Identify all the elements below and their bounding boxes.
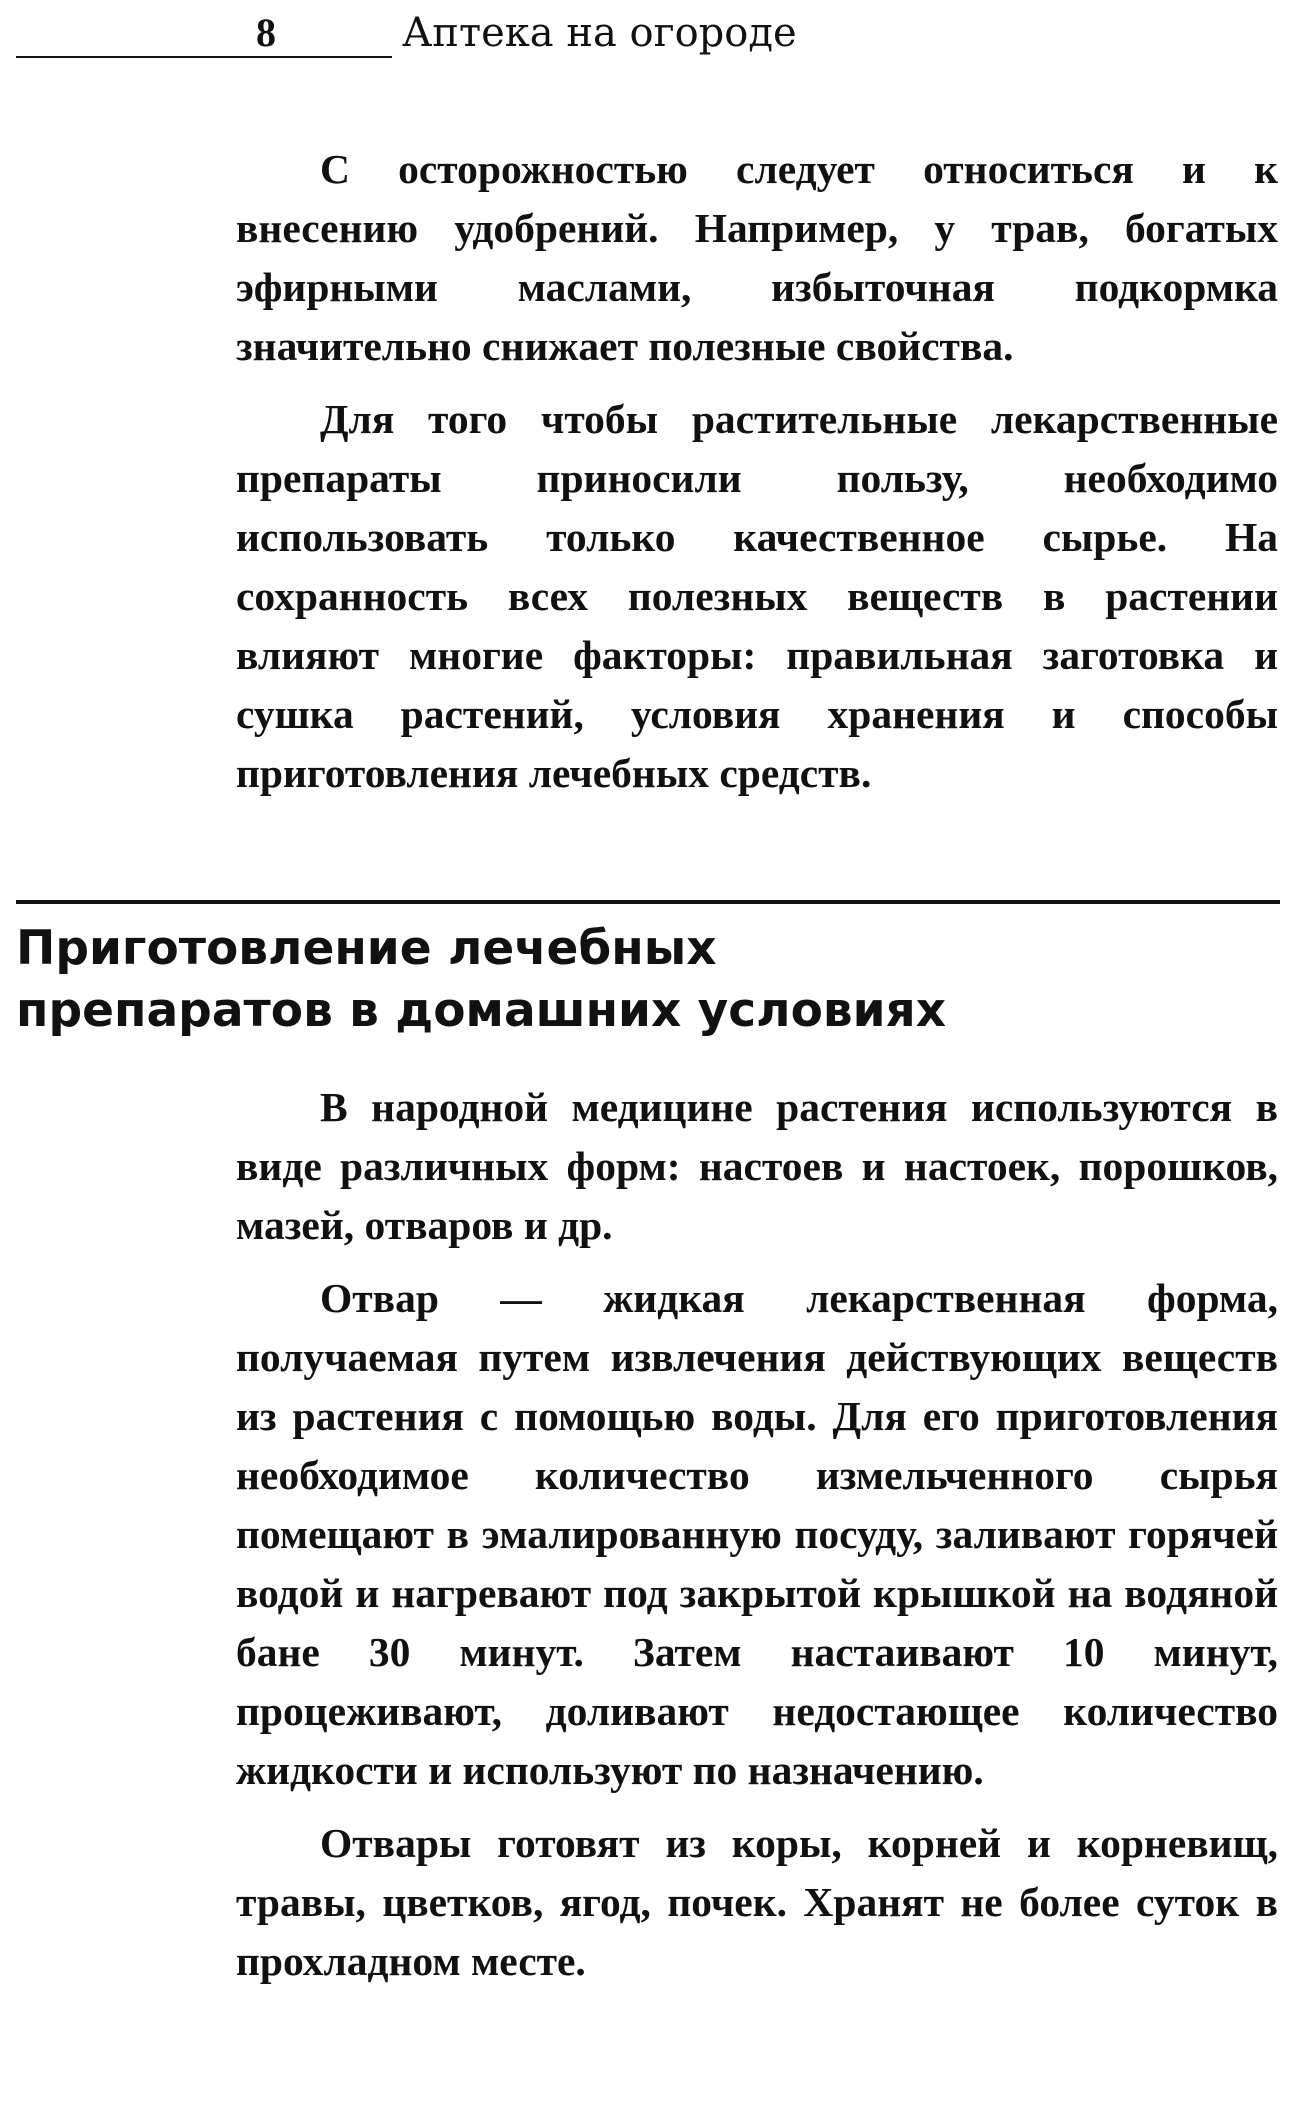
section-paragraph: Отвары готовят из коры, корней и корневищ, травы, цветков, ягод, почек. Хранят не более суток в прохладном месте.	[236, 1820, 1278, 1984]
section-heading-line: препаратов в домашних условиях	[16, 983, 947, 1038]
header-rule	[16, 56, 392, 58]
section-heading-line: Приготовление лечебных	[16, 921, 717, 976]
intro-paragraph: С осторожностью следует относиться и к внесению удобрений. Например, у трав, богатых эфирными маслами, избыточная подкормка значительно снижает полезные свойства.	[236, 146, 1278, 369]
intro-text	[236, 140, 1278, 817]
section-paragraph: В народной медицине растения используются в виде различных форм: настоев и настоек, порошков, мазей, отваров и др.	[236, 1084, 1278, 1248]
page-number: 8	[256, 10, 276, 55]
section-heading	[16, 918, 1216, 1042]
section-text	[236, 1078, 1278, 2005]
section-paragraph: Отвар — жидкая лекарственная форма, получаемая путем извлечения действующих веществ из растения с помощью воды. Для его приготовления необходимое количество измельченного сырья помещают в эмалированную посуду, заливают горячей водой и нагревают под закрытой крышкой на водяной бане 30 минут. Затем настаивают 10 минут, процеживают, доливают недостающее количество жидкости и используют по назначению.	[236, 1275, 1278, 1793]
running-title: Аптека на огороде	[402, 10, 797, 56]
section-divider	[16, 900, 1280, 904]
intro-paragraph: Для того чтобы растительные лекарственные препараты приносили пользу, необходимо использовать только качественное сырье. На сохранность всех полезных веществ в растении влияют многие факторы: правильная заготовка и сушка растений, условия хранения и способы приготовления лечебных средств.	[236, 396, 1278, 796]
running-header	[16, 8, 1284, 62]
